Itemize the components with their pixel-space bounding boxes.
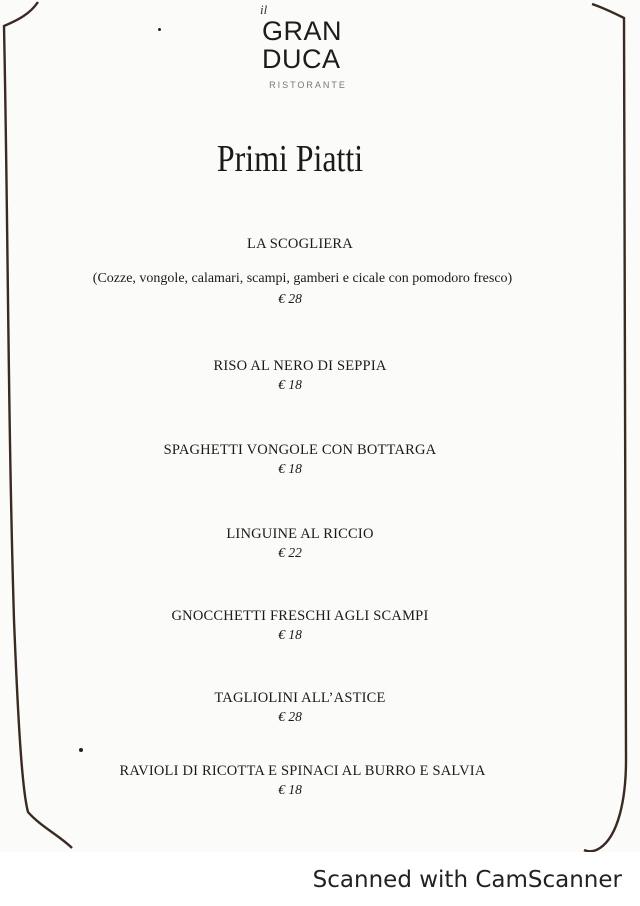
menu-item-price: € 22 <box>278 545 302 560</box>
menu-item-name: LA SCOGLIERA <box>247 236 353 252</box>
restaurant-logo <box>250 2 370 98</box>
logo-line-1: GRAN <box>262 16 343 46</box>
menu-item-description: (Cozze, vongole, calamari, scampi, gamberi e cicale con pomodoro fresco) <box>92 271 513 286</box>
camscanner-watermark: Scanned with CamScanner <box>312 867 622 893</box>
menu-item-price: € 28 <box>278 291 302 306</box>
menu-item-price: € 28 <box>278 709 302 724</box>
scan-speck <box>158 28 161 31</box>
menu-item-price: € 18 <box>278 377 302 392</box>
menu-item-name: GNOCCHETTI FRESCHI AGLI SCAMPI <box>171 608 429 624</box>
menu-item-price: € 18 <box>278 627 302 642</box>
logo-prefix: il <box>260 2 268 17</box>
menu-item-name: RISO AL NERO DI SEPPIA <box>213 358 387 374</box>
menu-item-price: € 18 <box>278 782 302 797</box>
logo-line-2: DUCA <box>262 44 341 74</box>
section-title: Primi Piatti <box>216 138 364 180</box>
menu-item-price: € 18 <box>278 461 302 476</box>
scanner-footer <box>0 852 640 906</box>
menu-item-name: LINGUINE AL RICCIO <box>226 526 374 542</box>
menu-item-name: TAGLIOLINI ALL’ASTICE <box>214 690 386 706</box>
menu-item-name: SPAGHETTI VONGOLE CON BOTTARGA <box>163 442 437 458</box>
logo-subtitle: RISTORANTE <box>269 80 347 90</box>
menu-item-name: RAVIOLI DI RICOTTA E SPINACI AL BURRO E SALVIA <box>119 763 486 779</box>
scan-speck <box>79 748 83 752</box>
